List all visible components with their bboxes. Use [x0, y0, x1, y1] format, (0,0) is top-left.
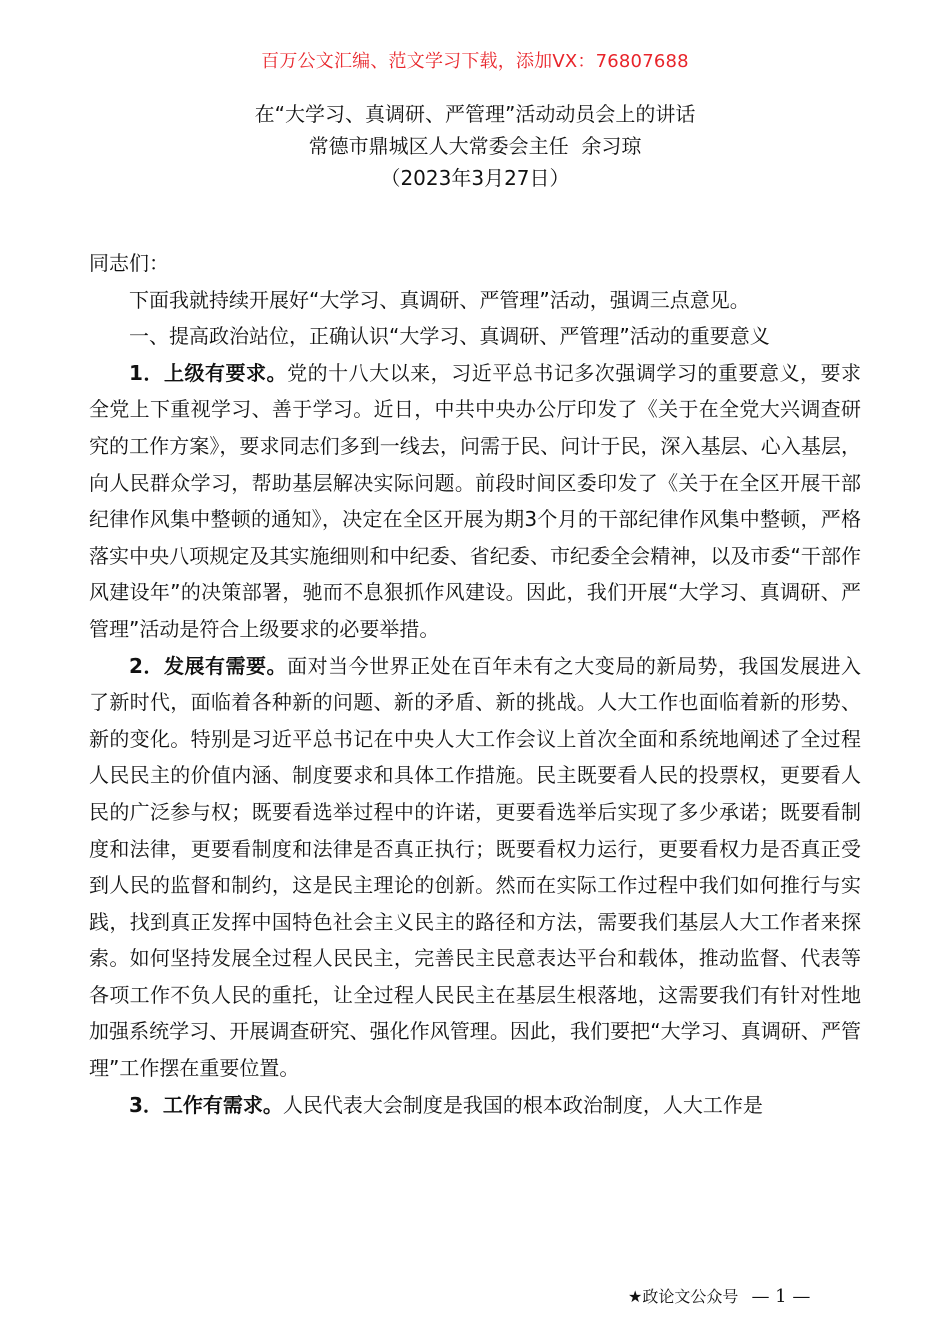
watermark-banner: 百万公文汇编、范文学习下载，添加VX：76807688: [261, 51, 689, 72]
point-text-3: 人民代表大会制度是我国的根本政治制度，人大工作是: [282, 1092, 763, 1117]
intro-paragraph: 下面我就持续开展好“大学习、真调研、严管理”活动，强调三点意见。: [129, 287, 750, 312]
point-lead-1: 1．上级有要求。: [129, 360, 288, 385]
page-footer: [628, 1284, 810, 1307]
salutation: 同志们：: [89, 251, 169, 275]
point-paragraph-1: [89, 355, 861, 648]
page-number: — 1 —: [751, 1286, 811, 1307]
point-paragraph-2: [89, 648, 861, 1087]
speech-date: （2023年3月27日）: [380, 166, 570, 190]
point-text-1: 党的十八大以来，习近平总书记多次强调学习的重要意义，要求全党上下重视学习、善于学习。近日，中共中央办公厅印发了《关于在全党大兴调查研究的工作方案》，要求同志们多到一线去，问需于民、问计于民，深入基层、心入基层，向人民群众学习，帮助基层解决实际问题。前段时间区委印发了《关于在全区开展干部纪律作风集中整顿的通知》，决定在全区开展为期3个月的干部纪律作风集中整顿，严格落实中央八项规定及其实施细则和中纪委、省纪委、市纪委全会精神，以及市委“干部作风建设年”的决策部署，驰而不息狠抓作风建设。因此，我们开展“大学习、真调研、严管理”活动是符合上级要求的必要举措。: [89, 360, 862, 641]
point-text-2: 面对当今世界正处在百年未有之大变局的新局势，我国发展进入了新时代，面临着各种新的问题、新的矛盾、新的挑战。人大工作也面临着新的形势、新的变化。特别是习近平总书记在中央人大工作会议上首次全面和系统地阐述了全过程人民民主的价值内涵、制度要求和具体工作措施。民主既要看人民的投票权，更要看人民的广泛参与权；既要看选举过程中的许诺，更要看选举后实现了多少承诺；既要看制度和法律，更要看制度和法律是否真正执行；既要看权力运行，更要看权力是否真正受到人民的监督和制约，这是民主理论的创新。然而在实际工作过程中我们如何推行与实践，找到真正发挥中国特色社会主义民主的路径和方法，需要我们基层人大工作者来探索。如何坚持发展全过程人民民主，完善民主民意表达平台和载体，推动监督、代表等各项工作不负人民的重托，让全过程人民民主在基层生根落地，这需要我们有针对性地加强系统学习、开展调查研究、强化作风管理。因此，我们要把“大学习、真调研、严管理”工作摆在重要位置。: [89, 653, 862, 1081]
section-heading-1: 一、提高政治站位，正确认识“大学习、真调研、严管理”活动的重要意义: [129, 324, 770, 349]
speech-body: [89, 245, 861, 1123]
speaker-line: 常德市鼎城区人大常委会主任 余习琼: [308, 134, 642, 158]
document-title: 在“大学习、真调研、严管理”活动动员会上的讲话: [254, 102, 696, 126]
point-lead-2: 2．发展有需要。: [129, 653, 288, 678]
point-paragraph-3: [89, 1087, 861, 1124]
footer-source: ★政论文公众号: [628, 1287, 739, 1306]
point-lead-3: 3．工作有需求。: [129, 1092, 283, 1117]
title-block: [0, 98, 950, 194]
